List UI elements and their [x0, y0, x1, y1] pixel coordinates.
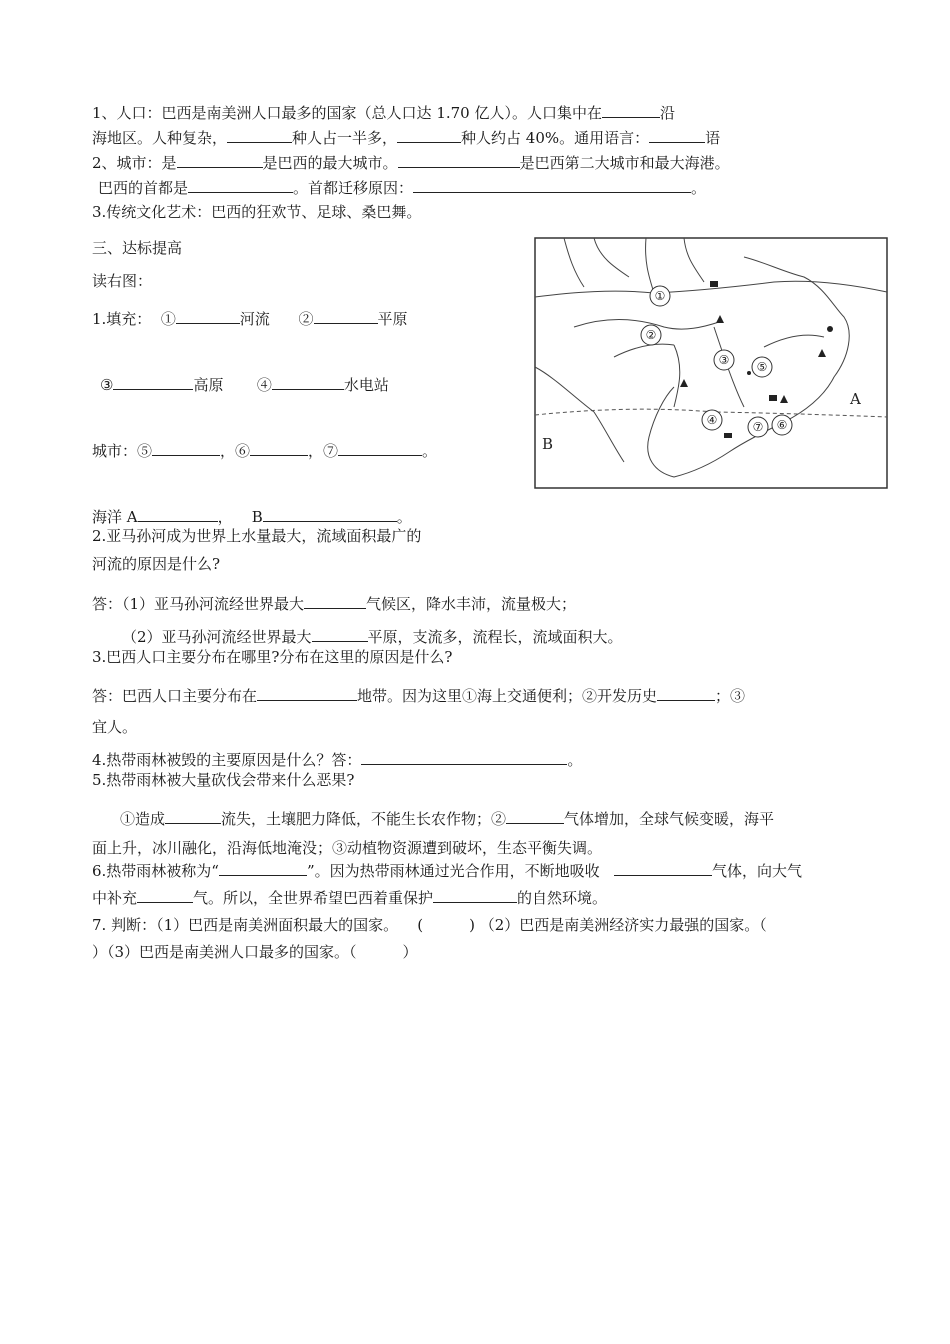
ocean-b-blank[interactable] [263, 506, 397, 522]
q1-line-1 [92, 308, 408, 329]
race2-blank[interactable] [397, 127, 461, 143]
pop-line-2 [92, 127, 720, 148]
protect-blank[interactable] [433, 887, 517, 903]
q6-text: 6.热带雨林被称为“ [92, 862, 219, 880]
capital-blank[interactable] [188, 177, 293, 193]
city-text: 2、城市：是 [92, 154, 177, 172]
q3-text: 地带。因为这里①海上交通便利；②开发历史 [357, 687, 658, 705]
q7-line-2 [92, 942, 418, 962]
city5-blank[interactable] [152, 440, 220, 456]
q1-text: ② [298, 310, 314, 328]
city-text: 是巴西的最大城市。 [262, 154, 398, 172]
q2-line-2: 河流的原因是什么? [92, 555, 221, 573]
largest-plain-blank[interactable] [312, 626, 368, 642]
q6-text: 的自然环境。 [517, 889, 608, 907]
q1-line-2 [100, 374, 389, 395]
q1-text: B [251, 508, 263, 526]
q1-text: 。 [422, 442, 438, 460]
q1-text: 1.填充： [92, 310, 152, 328]
q4-line [92, 749, 582, 770]
q2-answer-2 [122, 626, 623, 647]
q6-line-1 [92, 860, 802, 881]
q2-answer-1 [92, 593, 576, 614]
soil-blank[interactable] [165, 808, 221, 824]
deforestation-cause-blank[interactable] [361, 749, 567, 765]
city7-blank[interactable] [338, 440, 422, 456]
city-text: 。首都迁移原因： [293, 179, 414, 197]
marker-7-label: ⑦ [752, 420, 764, 434]
marker-3-label: ③ [718, 353, 730, 367]
q1-text: ，⑦ [308, 442, 339, 460]
q1-text: ， [217, 508, 233, 526]
pop-text: 沿 [659, 104, 675, 122]
q1-text: 海洋 A [92, 508, 138, 526]
plateau-blank[interactable] [113, 374, 193, 390]
second-city-blank[interactable] [398, 152, 520, 168]
city-line-1 [92, 152, 730, 173]
ocean-a-blank[interactable] [138, 506, 218, 522]
q1-text: 。 [396, 508, 412, 526]
q6-line-2 [92, 887, 607, 908]
q4-text: 。 [567, 751, 583, 769]
city-text: 是巴西第二大城市和最大海港。 [519, 154, 730, 172]
map-frame [535, 238, 887, 488]
q1-text: ，⑥ [220, 442, 251, 460]
hydropower-blank[interactable] [272, 374, 344, 390]
ocean-b-label: B [542, 435, 554, 453]
q3-answer-1 [92, 685, 745, 706]
city-text: 。 [691, 179, 707, 197]
climate-zone-blank[interactable] [304, 593, 366, 609]
language-blank[interactable] [649, 127, 705, 143]
plain-blank[interactable] [314, 308, 378, 324]
q7-line-1 [92, 915, 767, 935]
q5-text: 流失，土壤肥力降低，不能生长农作物；② [221, 810, 507, 828]
q1-line-4 [92, 506, 412, 527]
section-three-heading: 三、达标提高 [92, 239, 183, 257]
q1-text: ④ [256, 376, 272, 394]
population-zone-blank[interactable] [257, 685, 357, 701]
q2-text: 答：（1）亚马孙河流经世界最大 [92, 595, 305, 613]
q3-text: 答：巴西人口主要分布在 [92, 687, 258, 705]
absorbed-gas-blank[interactable] [614, 860, 712, 876]
q1-text: 城市：⑤ [92, 442, 153, 460]
gas-blank[interactable] [506, 808, 564, 824]
race1-blank[interactable] [227, 127, 292, 143]
q6-text: 气。所以，全世界希望巴西着重保护 [193, 889, 434, 907]
pop-text: 种人占一半多， [292, 129, 398, 147]
q7-text: 7. 判断：（1）巴西是南美洲面积最大的国家。 [92, 916, 399, 934]
q6-text: ”。因为热带雨林通过光合作用，不断地吸收 [306, 862, 600, 880]
history-blank[interactable] [657, 685, 715, 701]
city-dot [747, 371, 751, 375]
q6-text: 中补充 [92, 889, 138, 907]
city6-blank[interactable] [250, 440, 308, 456]
q1-text: ③ [100, 376, 114, 394]
q2-text: 平原，支流多，流程长，流域面积大。 [367, 628, 623, 646]
q1-text: 平原 [377, 310, 408, 328]
pop-line-1 [92, 102, 675, 123]
city-text: 巴西的首都是 [98, 179, 189, 197]
culture-line: 3.传统文化艺术：巴西的狂欢节、足球、桑巴舞。 [92, 203, 422, 221]
marker-5-label: ⑤ [756, 360, 768, 374]
supplied-gas-blank[interactable] [137, 887, 193, 903]
q6-text: 气体，向大气 [711, 862, 802, 880]
capital-reason-blank[interactable] [413, 177, 691, 193]
q5-answer-1 [120, 808, 774, 829]
q1-text: 河流 [239, 310, 270, 328]
q3-text: ；③ [715, 687, 746, 705]
marker-2-label: ② [645, 328, 657, 342]
largest-city-blank[interactable] [177, 152, 263, 168]
q1-text: 水电站 [343, 376, 389, 394]
city-symbol [769, 395, 777, 401]
q2-text: （2）亚马孙河流经世界最大 [122, 628, 312, 646]
q3-answer-2: 宜人。 [92, 718, 138, 736]
q3-question: 3.巴西人口主要分布在哪里?分布在这里的原因是什么? [92, 648, 453, 666]
q7-text: ) [469, 916, 475, 934]
q7-text: ）（3）巴西是南美洲人口最多的国家。（ [92, 943, 357, 961]
q2-text: 气候区，降水丰沛，流量极大； [366, 595, 577, 613]
rainforest-name-blank[interactable] [219, 860, 307, 876]
marker-6-label: ⑥ [776, 418, 788, 432]
pop-text: 种人约占 40%。通用语言： [461, 129, 650, 147]
marker-4-label: ④ [706, 413, 718, 427]
pop-text: 海地区。人种复杂， [92, 129, 228, 147]
city-symbol [724, 433, 732, 438]
q4-text: 4.热带雨林被毁的主要原因是什么？答： [92, 751, 362, 769]
brazil-map [534, 237, 888, 489]
q2-line-1: 2.亚马孙河成为世界上水量最大，流域面积最广的 [92, 527, 422, 545]
read-map-instruction: 读右图： [92, 272, 153, 290]
q1-text: ① [160, 310, 176, 328]
q7-text: ） [402, 943, 418, 961]
pop-text: 语 [705, 129, 721, 147]
ocean-a-label: A [850, 390, 861, 408]
q7-text: （2）巴西是南美洲经济实力最强的国家。（ [479, 916, 767, 934]
pop-coast-blank[interactable] [602, 102, 660, 118]
q1-text: 高原 [193, 376, 224, 394]
city-dot [827, 326, 833, 332]
q7-text: ( [417, 916, 424, 934]
city-symbol [710, 281, 718, 287]
city-line-2 [98, 177, 706, 198]
q5-question: 5.热带雨林被大量砍伐会带来什么恶果? [92, 771, 355, 789]
pop-text: 1、人口：巴西是南美洲人口最多的国家（总人口达 1.70 亿人）。人口集中在 [92, 104, 602, 122]
marker-1-label: ① [654, 289, 666, 303]
q1-line-3 [92, 440, 437, 461]
q5-answer-2: 面上升，冰川融化，沿海低地淹没；③动植物资源遭到破坏，生态平衡失调。 [92, 839, 603, 857]
river-blank[interactable] [176, 308, 240, 324]
q5-text: 气体增加，全球气候变暖，海平 [564, 810, 775, 828]
q5-text: ①造成 [120, 810, 166, 828]
